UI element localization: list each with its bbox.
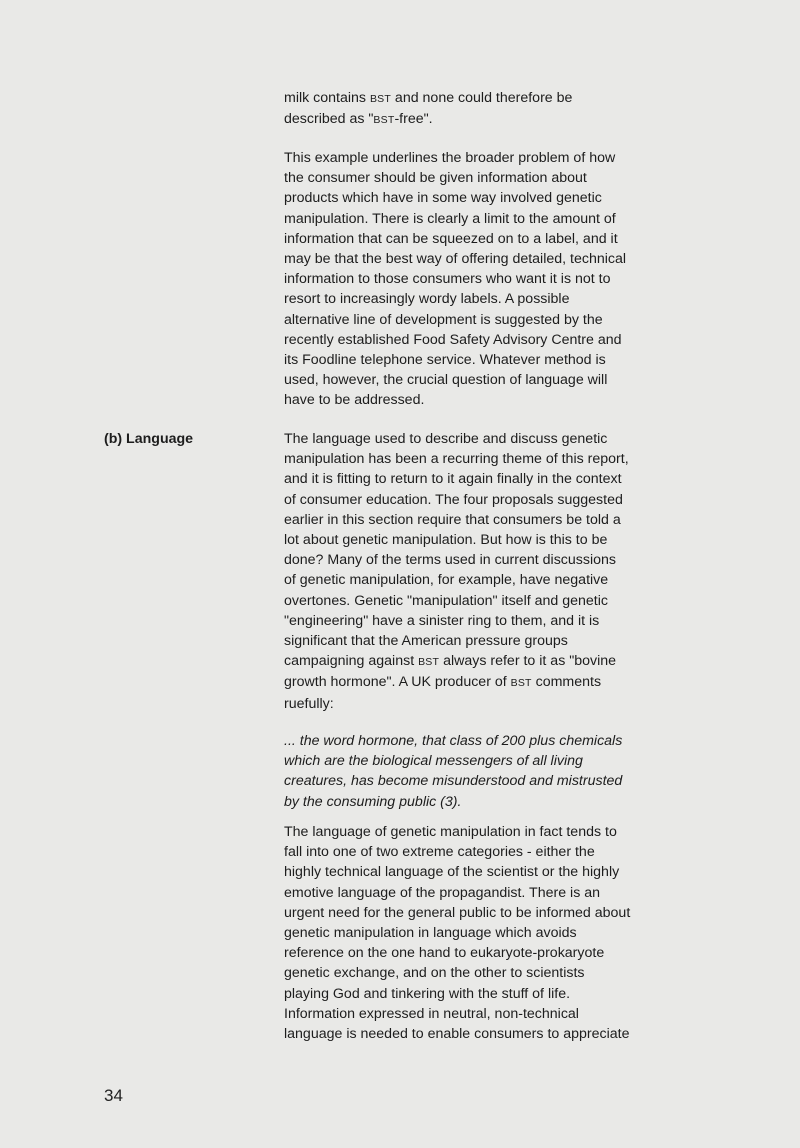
text-line: milk contains BST and none could therefore be bbox=[284, 90, 573, 106]
text-line: recently established Food Safety Advisory Centre and bbox=[284, 331, 622, 348]
text-line: highly technical language of the scientist or the highly bbox=[284, 864, 620, 881]
text-line: overtones. Genetic "manipulation" itself and genetic bbox=[284, 592, 608, 609]
bst-abbreviation: BST bbox=[418, 656, 440, 669]
text-line: lot about genetic manipulation. But how is this to be bbox=[284, 532, 608, 549]
paragraph-consumer-information bbox=[284, 148, 654, 411]
text-line: genetic exchange, and on the other to scientists bbox=[284, 965, 585, 982]
bst-abbreviation: BST bbox=[510, 677, 532, 690]
section-heading: (b) Language bbox=[104, 431, 194, 447]
text-line: genetic manipulation in language which avoids bbox=[284, 925, 577, 942]
text-line: significant that the American pressure groups bbox=[284, 633, 568, 650]
text-line: which are the biological messengers of all living bbox=[284, 753, 583, 770]
text-line: of consumer education. The four proposals suggested bbox=[284, 491, 623, 508]
text-line: playing God and tinkering with the stuff of life. bbox=[284, 985, 571, 1002]
text-line: and it is fitting to return to it again finally in the context bbox=[284, 471, 622, 488]
text-line: urgent need for the general public to be informed about bbox=[284, 904, 631, 921]
paragraph-language-categories bbox=[284, 822, 654, 1044]
text-line: creatures, has become misunderstood and mistrusted bbox=[284, 773, 623, 790]
text-line: language is needed to enable consumers to appreciate bbox=[284, 1026, 630, 1043]
text-line: resort to increasingly wordy labels. A possible bbox=[284, 291, 570, 308]
text-line: reference on the one hand to eukaryote-prokaryote bbox=[284, 945, 605, 962]
text-line: of genetic manipulation, for example, have negative bbox=[284, 572, 609, 589]
text-line: ruefully: bbox=[284, 695, 334, 712]
text-line: products which have in some way involved genetic bbox=[284, 190, 602, 207]
text-line: "engineering" have a sinister ring to them, and it is bbox=[284, 612, 600, 629]
text-line: used, however, the crucial question of language will bbox=[284, 372, 608, 389]
paragraph-language-intro bbox=[284, 429, 654, 714]
text-line: campaigning against BST always refer to it as "bovine bbox=[284, 653, 617, 670]
text-line: The language of genetic manipulation in fact tends to bbox=[284, 824, 617, 840]
bst-abbreviation: BST bbox=[369, 93, 391, 105]
text-line: earlier in this section require that consumers be told a bbox=[284, 511, 621, 528]
text-line: information to those consumers who want it is not to bbox=[284, 271, 611, 288]
text-line: growth hormone". A UK producer of BST comments bbox=[284, 674, 602, 691]
text-line: by the consuming public (3). bbox=[284, 793, 462, 810]
text-line: its Foodline telephone service. Whatever method is bbox=[284, 352, 606, 369]
text-line: manipulation. There is clearly a limit to the amount of bbox=[284, 210, 616, 227]
text-line: This example underlines the broader problem of how bbox=[284, 150, 616, 166]
text-line: alternative line of development is suggested by the bbox=[284, 311, 603, 328]
block-quote bbox=[284, 731, 654, 812]
text-line: the consumer should be given information about bbox=[284, 170, 587, 187]
text-line: fall into one of two extreme categories - either the bbox=[284, 844, 595, 861]
text-line: may be that the best way of offering detailed, technical bbox=[284, 251, 627, 268]
text-line: The language used to describe and discuss genetic bbox=[284, 431, 608, 447]
text-line: information that can be squeezed on to a label, and it bbox=[284, 230, 618, 247]
page-number: 34 bbox=[104, 1086, 123, 1105]
text-line: done? Many of the terms used in current discussions bbox=[284, 552, 616, 569]
text-line: described as "BST-free". bbox=[284, 111, 433, 128]
text-line: emotive language of the propagandist. There is an bbox=[284, 884, 601, 901]
text-line: ... the word hormone, that class of 200 plus chemicals bbox=[284, 733, 623, 749]
text-line: manipulation has been a recurring theme of this report, bbox=[284, 451, 629, 468]
bst-abbreviation: BST bbox=[373, 114, 395, 127]
paragraph-bst-free bbox=[284, 88, 654, 130]
text-line: have to be addressed. bbox=[284, 392, 425, 409]
text-line: Information expressed in neutral, non-technical bbox=[284, 1005, 579, 1022]
